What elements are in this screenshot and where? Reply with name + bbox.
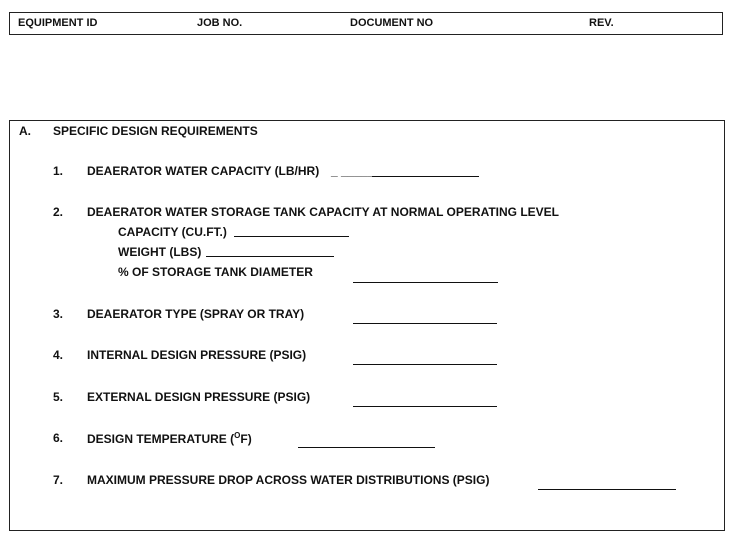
item-2-weight-blank[interactable] xyxy=(206,256,334,257)
item-2-number: 2. xyxy=(53,205,64,219)
item-1-number: 1. xyxy=(53,164,64,178)
section-title: SPECIFIC DESIGN REQUIREMENTS xyxy=(53,124,258,138)
item-6-blank[interactable] xyxy=(298,447,435,448)
rev-label: REV. xyxy=(589,17,614,29)
section-letter: A. xyxy=(19,124,31,138)
item-4-number: 4. xyxy=(53,348,64,362)
document-no-label: DOCUMENT NO xyxy=(350,17,434,29)
item-7-number: 7. xyxy=(53,473,64,487)
item-2-diameter-blank[interactable] xyxy=(353,282,498,283)
item-3-label: DEAERATOR TYPE (SPRAY OR TRAY) xyxy=(87,307,305,321)
item-1-label: DEAERATOR WATER CAPACITY (LB/HR) xyxy=(87,164,320,178)
item-1-blank[interactable] xyxy=(372,176,479,177)
section-a-box xyxy=(9,120,725,531)
item-2-label: DEAERATOR WATER STORAGE TANK CAPACITY AT NORMAL OPERATING LEVEL xyxy=(87,205,560,219)
header-box xyxy=(9,12,723,35)
item-5-label: EXTERNAL DESIGN PRESSURE (PSIG) xyxy=(87,390,311,404)
item-2-capacity-label: CAPACITY (CU.FT.) xyxy=(118,225,227,239)
job-no-label: JOB NO. xyxy=(197,17,243,29)
item-7-blank[interactable] xyxy=(538,489,676,490)
item-3-number: 3. xyxy=(53,307,64,321)
item-3-blank[interactable] xyxy=(353,323,497,324)
item-6-label: DESIGN TEMPERATURE ($^O$F) xyxy=(87,431,252,446)
equipment-id-label: EQUIPMENT ID xyxy=(18,17,98,29)
item-2-diameter-label: % OF STORAGE TANK DIAMETER xyxy=(118,265,313,279)
item-4-label: INTERNAL DESIGN PRESSURE (PSIG) xyxy=(87,348,307,362)
item-5-number: 5. xyxy=(53,390,64,404)
item-7-label: MAXIMUM PRESSURE DROP ACROSS WATER DISTRIBUTIONS (PSIG) xyxy=(87,473,490,487)
item-2-weight-label: WEIGHT (LBS) xyxy=(118,245,202,259)
item-5-blank[interactable] xyxy=(353,406,497,407)
item-4-blank[interactable] xyxy=(353,364,497,365)
item-2-capacity-blank[interactable] xyxy=(234,236,349,237)
item-6-number: 6. xyxy=(53,431,64,445)
item-1-tick: _ _____ xyxy=(331,164,375,178)
degree-superscript: O xyxy=(234,431,241,440)
